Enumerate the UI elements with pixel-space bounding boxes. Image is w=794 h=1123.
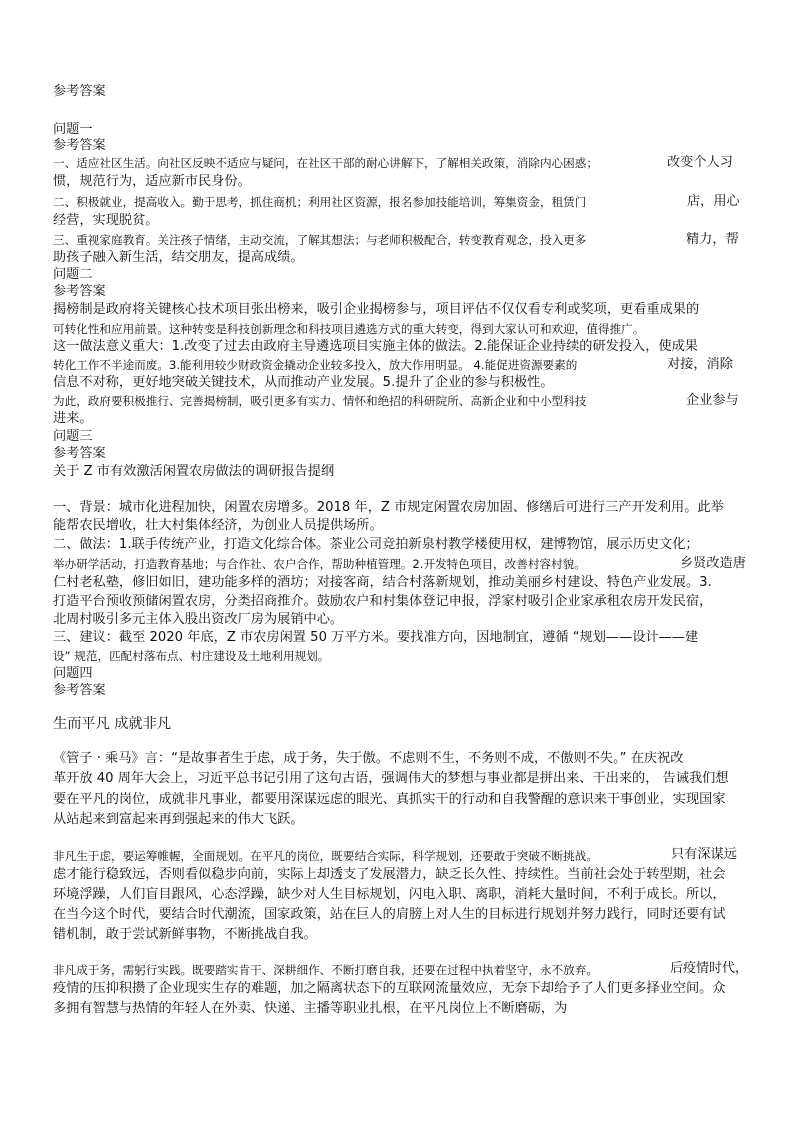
q1-para-1-line-1-tail: 改变个人习 <box>667 155 733 170</box>
q2-line-6-tail: 企业参与 <box>686 393 739 408</box>
essay-para-2-line-5: 错机制，敢于尝试新鲜事物，不断挑战自我。 <box>53 927 317 942</box>
page-heading: 参考答案 <box>53 84 106 99</box>
q1-para-2-line-2: 经营，实现脱贫。 <box>53 213 159 228</box>
essay-para-2-line-1-tail: 只有深谋远 <box>671 847 737 862</box>
essay-title: 生而平凡 成就非凡 <box>53 716 172 732</box>
q1-para-1-line-2: 惯，规范行为，适应新市民身份。 <box>53 174 251 189</box>
q3-practice-line-2-tail: 乡贤改造唐 <box>680 556 746 571</box>
q1-para-2-line-1: 二、积极就业，提高收入。勤于思考，抓住商机；利用社区资源，报名参加技能培训，筹集资金，租赁门 <box>53 195 587 209</box>
question-2-answer-label: 参考答案 <box>53 284 106 299</box>
question-3-title: 问题三 <box>53 429 93 444</box>
question-1-title: 问题一 <box>53 122 93 137</box>
essay-para-3-line-1: 非凡成于务，需躬行实践。既要踏实肯干、深耕细作、不断打磨自我，还要在过程中执着坚守，永不放弃。 <box>53 963 598 977</box>
q1-para-3-line-1: 三、重视家庭教育。关注孩子情绪，主动交流，了解其想法；与老师积极配合，转变教育观念，投入更多 <box>53 233 587 247</box>
q3-practice-line-5: 北周村吸引多元主体入股出资改厂房为展销中心。 <box>53 612 344 627</box>
q3-background-line-2: 能帮农民增收，壮大村集体经济，为创业人员提供场所。 <box>53 518 383 533</box>
essay-para-1-line-4: 从站起来到富起来再到强起来的伟大飞跃。 <box>53 812 304 827</box>
question-3-answer-label: 参考答案 <box>53 446 106 461</box>
essay-para-2-line-1: 非凡生于虑，要运筹帷幄，全面规划。在平凡的岗位，既要结合实际，科学规划，还要敢于突破不断挑战。 <box>53 849 598 863</box>
q2-line-4-tail: 对接，消除 <box>667 357 733 372</box>
q2-line-7: 进来。 <box>53 411 93 426</box>
essay-para-3-line-2: 疫情的压抑积攒了企业现实生存的难题，加之隔离状态下的互联网流量效应，无奈下却给予了人们更多择业空间。众 <box>53 981 726 996</box>
q2-line-3: 这一做法意义重大：1.改变了过去由政府主导遴选项目实施主体的做法。2.能保证企业持续的研发投入，使成果 <box>53 339 698 354</box>
question-4-answer-label: 参考答案 <box>53 683 106 698</box>
essay-para-1-line-2: 革开放 40 周年大会上，习近平总书记引用了这句古语，强调伟大的梦想与事业都是拼出来、干出来的， 告诫我们想 <box>53 771 729 786</box>
essay-para-3-line-1-tail: 后疫情时代， <box>670 961 749 976</box>
question-2-title: 问题二 <box>53 267 93 282</box>
q1-para-1-line-1: 一、适应社区生活。向社区反映不适应与疑问，在社区干部的耐心讲解下，了解相关政策，消除内心困惑； <box>53 156 598 170</box>
q3-practice-line-3: 仁村老私塾，修旧如旧，建功能多样的酒坊；对接客商，结合村落新规划，推动美丽乡村建设、特色产业发展。3. <box>53 575 712 590</box>
q3-practice-line-4: 打造平台预收预储闲置农房，分类招商推介。鼓励农户和村集体登记申报，浮家村吸引企业家承租农房开发民宿， <box>53 594 713 609</box>
q2-line-1: 揭榜制是政府将关键核心技术项目张出榜来，吸引企业揭榜参与，项目评估不仅仅看专利或奖项，更看重成果的 <box>53 302 700 317</box>
question-4-title: 问题四 <box>53 666 93 681</box>
q3-practice-line-2: 举办研学活动，打造教育基地；与合作社、农户合作，帮助种植管理。2.开发特色项目，改善村容村貌。 <box>53 557 586 571</box>
essay-para-2-line-4: 在当今这个时代，要结合时代潮流，国家政策，站在巨人的肩膀上对人生的目标进行规划并努力践行，同时还要有试 <box>53 907 726 922</box>
essay-para-1-line-1: 《管子 · 乘马》言：“是故事者生于虑，成于务，失于傲。不虑则不生，不务则不成，不傲则不失。” 在庆祝改 <box>53 751 684 766</box>
essay-para-1-line-3: 要在平凡的岗位，成就非凡事业，都要用深谋远虑的眼光、真抓实干的行动和自我警醒的意识来干事创业，实现国家 <box>53 792 726 807</box>
q2-line-4: 转化工作不半途而废。3.能利用较少财政资金撬动企业较多投入，放大作用明显。 4.能促进资源要素的 <box>53 358 578 372</box>
q1-para-2-line-1-tail: 店，用心 <box>687 194 740 209</box>
essay-para-2-line-3: 环境浮躁，人们盲目跟风，心态浮躁，缺少对人生目标规划，闪电入职、离职，消耗大量时间，不利于成长。所以， <box>53 887 726 902</box>
q1-para-3-line-2: 助孩子融入新生活，结交朋友，提高成绩。 <box>53 250 304 265</box>
q2-line-2: 可转化性和应用前景。这种转变是科技创新理念和科技项目遴选方式的重大转变，得到大家认可和欢迎，值得推广。 <box>53 322 645 336</box>
essay-para-2-line-2: 虑才能行稳致远，否则看似稳步向前，实际上却透支了发展潜力，缺乏长久性、持续性。当前社会处于转型期，社会 <box>53 867 726 882</box>
report-title: 关于 Z 市有效激活闲置农房做法的调研报告提纲 <box>53 464 335 479</box>
q1-para-3-line-1-tail: 精力，帮 <box>686 232 739 247</box>
q2-line-5: 信息不对称，更好地突破关键技术，从而推动产业发展。5.提升了企业的参与积极性。 <box>53 375 554 390</box>
q3-suggestion-line-1: 三、建议：截至 2020 年底，Z 市农房闲置 50 万平方米。要找准方向，因地制宜，遵循 “规划——设计——建 <box>53 630 699 645</box>
q3-suggestion-line-2: 设” 规范，匹配村落布点、村庄建设及土地利用规划。 <box>53 649 330 663</box>
essay-para-3-line-3: 多拥有智慧与热情的年轻人在外卖、快递、主播等职业扎根，在平凡岗位上不断磨砺，为 <box>53 1001 568 1016</box>
q3-background-line-1: 一、背景：城市化进程加快，闲置农房增多。2018 年，Z 市规定闲置农房加固、修缮后可进行三产开发利用。此举 <box>53 500 724 515</box>
q2-line-6: 为此，政府要积极推行、完善揭榜制，吸引更多有实力、情怀和绝招的科研院所、高新企业和中小型科技 <box>53 394 587 408</box>
q3-practice-line-1: 二、做法：1.联手传统产业，打造文化综合体。茶业公司竞拍新泉村教学楼使用权，建博物馆，展示历史文化； <box>53 537 699 552</box>
question-1-answer-label: 参考答案 <box>53 138 106 153</box>
